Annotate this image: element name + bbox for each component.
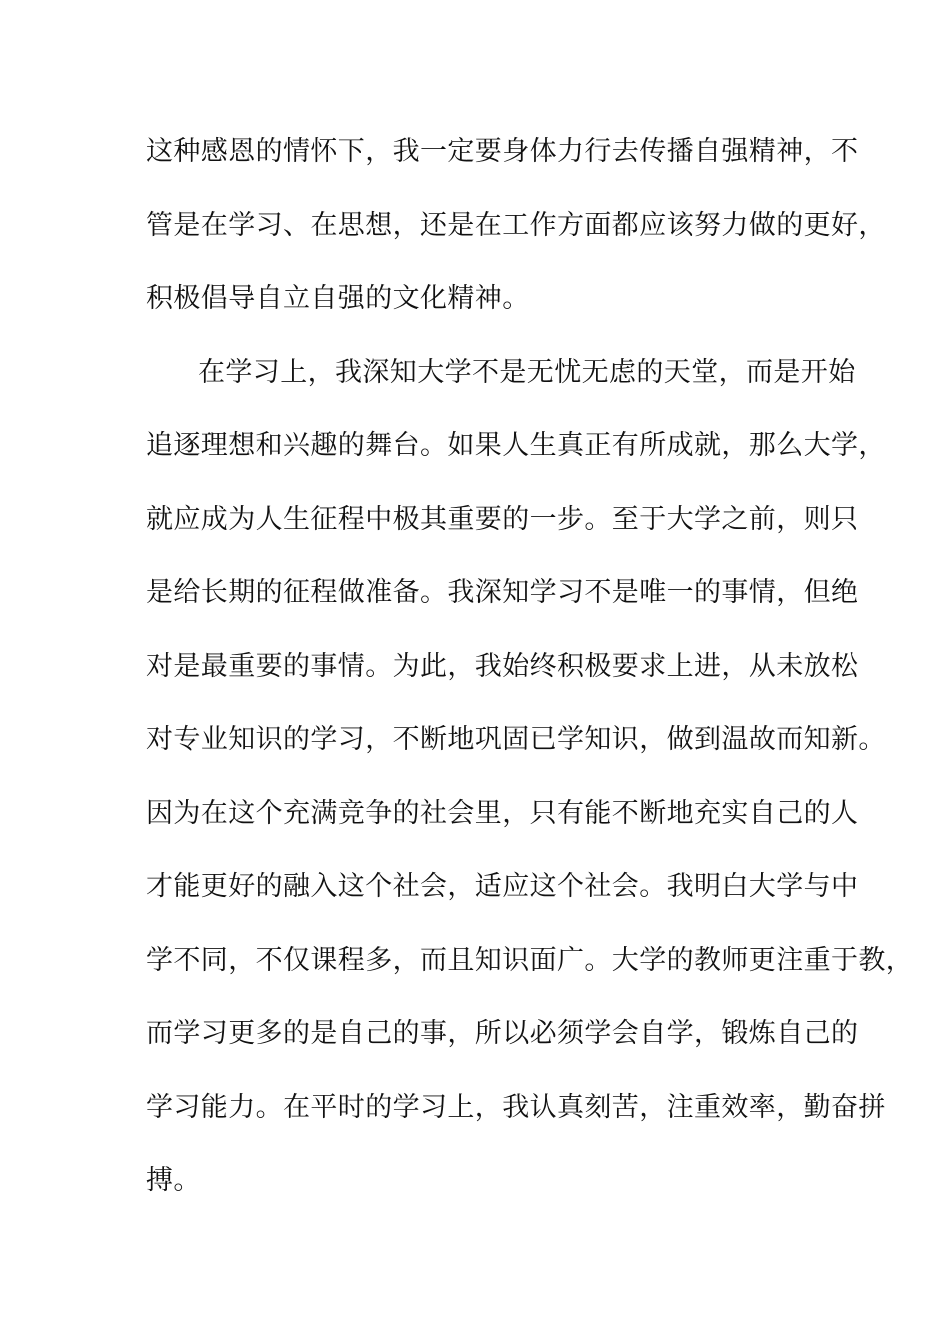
text-line: 而学习更多的是自己的事，所以必须学会自学，锻炼自己的 [146,1018,859,1049]
text-line: 搏。 [146,1165,201,1196]
text-line: 因为在这个充满竞争的社会里，只有能不断地充实自己的人 [146,797,859,829]
paragraph-first-line: 在学习上，我深知大学不是无忧无虑的天堂，而是开始 [198,356,856,388]
text-line: 积极倡导自立自强的文化精神。 [146,283,530,314]
text-line: 对是最重要的事情。为此，我始终积极要求上进，从未放松 [146,650,859,682]
text-line: 就应成为人生征程中极其重要的一步。至于大学之前，则只 [146,503,859,535]
text-line: 这种感恩的情怀下，我一定要身体力行去传播自强精神，不 [146,136,859,167]
body-text [146,130,914,1233]
text-line: 是给长期的征程做准备。我深知学习不是唯一的事情，但绝 [146,577,859,608]
text-line: 学不同，不仅课程多，而且知识面广。大学的教师更注重于教， [146,944,914,976]
text-line: 才能更好的融入这个社会，适应这个社会。我明白大学与中 [146,871,859,902]
text-line: 对专业知识的学习，不断地巩固已学知识，做到温故而知新。 [146,724,886,755]
text-line: 管是在学习、在思想，还是在工作方面都应该努力做的更好， [146,209,886,241]
text-line: 学习能力。在平时的学习上，我认真刻苦，注重效率，勤奋拼 [146,1091,886,1123]
text-line: 追逐理想和兴趣的舞台。如果人生真正有所成就，那么大学， [146,430,886,461]
